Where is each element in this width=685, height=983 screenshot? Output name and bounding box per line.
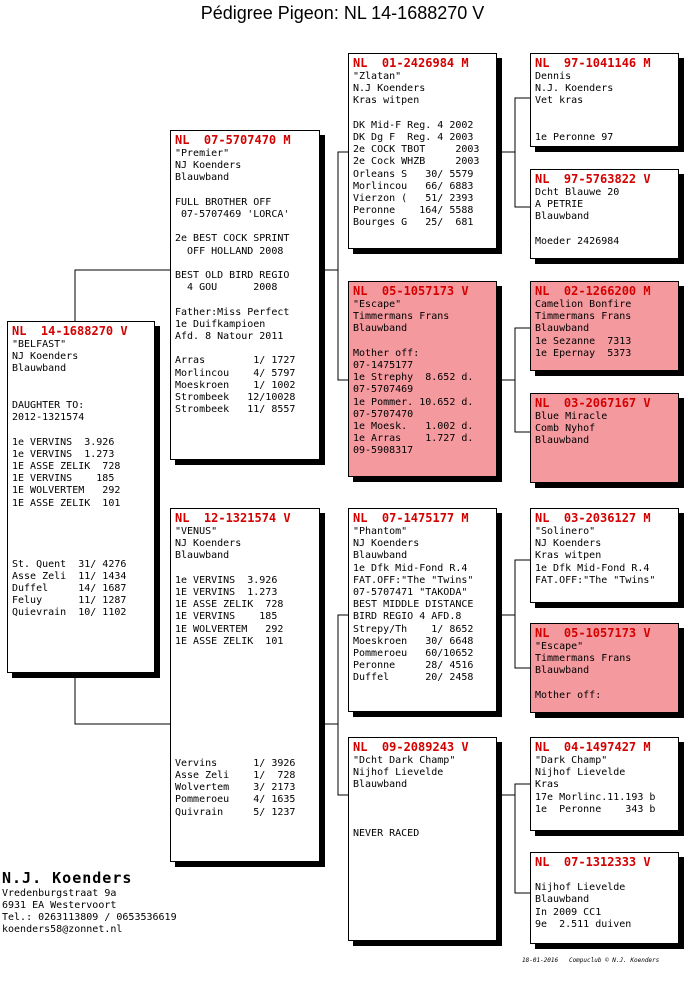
pedigree-line: Quivrain 5/ 1237 [175,806,296,818]
ring-number: NL 07-1312333 V [535,855,651,869]
pedigree-box-great-grandparent-1 [530,53,679,147]
pedigree-line: 1e Dfk Mid-Fond R.4 [353,562,468,574]
pedigree-line: Blauwband [535,323,590,335]
pedigree-line: 1E WOLVERTEM 292 [175,623,284,635]
pedigree-line: 09-5908317 [353,445,414,457]
pedigree-line: Vervins 1/ 3926 [175,757,296,769]
pedigree-line: Comb Nyhof [535,423,596,435]
pedigree-line [353,108,492,120]
pedigree-line: "Escape" [535,641,584,652]
ring-number: NL 03-2036127 M [535,511,651,525]
pedigree-line: Strombeek 11/ 8557 [175,404,296,416]
pedigree-line: "Zlatan" [353,71,402,82]
pedigree-line: Asse Zeli 11/ 1434 [12,570,127,582]
pedigree-line: "Premier" [175,148,230,159]
pedigree-line [175,733,315,745]
pedigree-line: Timmermans Frans [353,311,450,323]
pedigree-line: Camelion Bonfire [535,299,632,310]
pedigree-line [175,721,315,733]
pedigree-box-great-grandparent-2 [530,169,679,259]
pedigree-line: BIRD REGIO 4 AFD.8 [353,611,462,623]
pedigree-line: "Dark Champ" [535,755,608,766]
breeder-email: koenders58@zonnet.nl [2,924,123,935]
pedigree-box-granddam-paternal [348,281,497,477]
pedigree-box-subject [7,321,155,673]
pedigree-line [12,522,150,534]
pedigree-line [12,388,150,400]
pedigree-line: Moeder 2426984 [535,235,620,247]
pedigree-line: 1e VERVINS 1.273 [12,448,115,460]
pedigree-line: Timmermans Frans [535,311,632,323]
pedigree-line: Morlincou 4/ 5797 [175,367,296,379]
pedigree-box-great-grandparent-4 [530,393,679,483]
pedigree-line: BEST MIDDLE DISTANCE [353,599,474,611]
ring-number: NL 97-1041146 M [535,56,651,70]
pedigree-line: DK Dg F Reg. 4 2003 [353,132,474,143]
pedigree-line [175,746,315,758]
pedigree-line: DAUGHTER TO: [12,399,85,411]
pedigree-line [535,108,674,120]
pedigree-line: Blauwband [535,211,590,223]
pedigree-line [175,660,315,672]
pedigree-line [12,534,150,546]
ring-number: NL 14-1688270 V [12,324,128,338]
pedigree-line: Blauwband [12,363,67,375]
pedigree-line: N.J Koenders [353,83,426,95]
pedigree-line: Father:Miss Perfect [175,306,290,318]
pedigree-line: 1e VERVINS 3.926 [12,436,115,448]
pedigree-line: Nijhof Lievelde [535,882,626,894]
pedigree-line: 1e Dfk Mid-Fond R.4 [535,562,650,574]
pedigree-line [175,185,315,197]
pedigree-line: 1e Duifkampioen [175,318,266,330]
pedigree-box-great-grandparent-7 [530,737,679,831]
pedigree-line: 1e Epernay 5373 [535,347,632,359]
pedigree-line: 1E ASSE ZELIK 101 [12,497,121,509]
breeder-street: Vredenburgstraat 9a [2,888,117,899]
pedigree-line: A PETRIE [535,199,584,211]
pedigree-line: NEVER RACED [353,828,420,840]
pedigree-line: "Escape" [353,299,402,310]
pedigree-line: NJ Koenders [535,538,602,550]
pedigree-line: 1E ASSE ZELIK 101 [175,635,284,647]
pedigree-line: "Dcht Dark Champ" [353,755,456,766]
pedigree-line: Bourges G 25/ 681 [353,217,474,229]
pedigree-box-great-grandparent-5 [530,508,679,603]
pedigree-line: 07-5707471 "TAKODA" [353,587,468,599]
ring-number: NL 12-1321574 V [175,511,291,525]
pedigree-box-great-grandparent-3 [530,281,679,371]
pedigree-line: FAT.OFF:"The "Twins" [535,574,656,586]
pedigree-line: Strepy/Th 1/ 8652 [353,623,474,635]
pedigree-line [535,120,674,132]
pedigree-line: Blauwband [353,323,408,335]
pedigree-line [12,546,150,558]
pedigree-box-great-grandparent-6 [530,623,679,713]
pedigree-line: 1E ASSE ZELIK 728 [12,460,121,472]
breeder-phone: Tel.: 0263113809 / 0653536619 [2,912,177,923]
breeder-city: 6931 EA Westervoort [2,900,117,911]
pedigree-line: 17e Morlinc.11.193 b [535,791,656,803]
ring-number: NL 97-5763822 V [535,172,651,186]
pedigree-line [12,376,150,388]
pedigree-line [12,424,150,436]
pedigree-line: St. Quent 31/ 4276 [12,558,127,570]
pedigree-line: Peronne 164/ 5588 [353,205,474,217]
pedigree-line: Kras witpen [353,95,420,107]
pedigree-line: 07-1475177 [353,360,414,371]
pedigree-line: 1e Arras 1.727 d. [353,433,474,445]
pedigree-line: Dennis [535,71,572,82]
breeder-info [2,868,177,936]
pedigree-line: Blauwband [353,779,408,791]
pedigree-line [175,709,315,721]
ring-number: NL 04-1497427 M [535,740,651,754]
pedigree-line [12,510,150,522]
pedigree-line: 2012-1321574 [12,412,85,424]
pedigree-line: 1e VERVINS 3.926 [175,574,278,586]
ring-number: NL 07-5707470 M [175,133,291,147]
pedigree-line: Pommeroeu 4/ 1635 [175,794,296,806]
pedigree-line: Blauwband [535,665,590,677]
pedigree-line: 1E VERVINS 1.273 [175,587,278,598]
pedigree-line [175,258,315,270]
pedigree-line [535,678,674,690]
pedigree-line: Peronne 28/ 4516 [353,660,474,672]
pedigree-line [175,294,315,306]
ring-number: NL 05-1057173 V [353,284,469,298]
pedigree-line: 4 GOU 2008 [175,282,278,294]
pedigree-line: BEST OLD BIRD REGIO [175,269,290,281]
pedigree-line: "VENUS" [175,526,218,537]
pedigree-box-dam [170,508,320,862]
pedigree-line: N.J. Koenders [535,83,614,95]
pedigree-box-grandsire-maternal [348,508,497,712]
pedigree-line: 2e COCK TBOT 2003 [353,144,480,156]
pedigree-line: 07-5707469 [353,384,414,396]
pedigree-line: Blauwband [535,894,590,906]
pedigree-line: "Phantom" [353,526,408,537]
pedigree-line: Kras [535,779,560,791]
pedigree-line: NJ Koenders [175,160,242,172]
pedigree-line: Pommeroeu 60/10652 [353,648,474,660]
pedigree-line: Asse Zeli 1/ 728 [175,769,296,781]
pedigree-line: Duffel 20/ 2458 [353,672,474,684]
pedigree-line [175,221,315,233]
pedigree-line: 1e Strephy 8.652 d. [353,372,474,384]
pedigree-line: Strombeek 12/10028 [175,391,296,403]
pedigree-line: Nijhof Lievelde [535,767,626,779]
pedigree-line: 07-5707469 'LORCA' [175,209,290,220]
pedigree-line: 2e Cock WHZB 2003 [353,156,480,168]
pedigree-line [535,870,674,882]
pedigree-line: 1e Peronne 343 b [535,803,656,815]
pedigree-line [353,816,492,828]
pedigree-line: 1e Moesk. 1.002 d. [353,421,474,433]
pedigree-line: NJ Koenders [353,538,420,550]
pedigree-line: OFF HOLLAND 2008 [175,245,284,257]
footer-credit: 18-01-2016 Compuclub © N.J. Koenders [522,957,660,964]
pedigree-line: 1E VERVINS 185 [175,611,278,623]
pedigree-line: 1E ASSE ZELIK 728 [175,599,284,611]
pedigree-line: Blue Miracle [535,411,608,422]
pedigree-line: 1e Sezanne 7313 [535,335,632,347]
pedigree-line: 1E VERVINS 185 [12,473,115,485]
pedigree-line: Quievrain 10/ 1102 [12,607,127,619]
pedigree-line: Arras 1/ 1727 [175,355,296,367]
pedigree-line: Orleans S 30/ 5579 [353,168,474,180]
pedigree-line: 1E WOLVERTEM 292 [12,485,121,497]
pedigree-line: Wolvertem 3/ 2173 [175,782,296,794]
pedigree-line: 07-5707470 [353,408,414,420]
pedigree-line [353,792,492,804]
pedigree-line: Dcht Blauwe 20 [535,187,620,198]
pedigree-line: Afd. 8 Natour 2011 [175,330,284,342]
pedigree-line: 1e Pommer. 10.652 d. [353,396,474,408]
pedigree-line [175,648,315,660]
pedigree-line: Moeskroen 30/ 6648 [353,635,474,647]
ring-number: NL 07-1475177 M [353,511,469,525]
ring-number: NL 03-2067167 V [535,396,651,410]
pedigree-line: Nijhof Lievelde [353,767,444,779]
pedigree-line: Vierzon ( 51/ 2393 [353,193,474,205]
pedigree-line: FAT.OFF:"The "Twins" [353,574,474,586]
pedigree-line: In 2009 CC1 [535,906,602,918]
pedigree-line [353,804,492,816]
pedigree-line: FULL BROTHER OFF [175,196,272,208]
ring-number: NL 05-1057173 V [535,626,651,640]
pedigree-box-great-grandparent-8 [530,852,679,944]
pedigree-line: Morlincou 66/ 6883 [353,180,474,192]
ring-number: NL 01-2426984 M [353,56,469,70]
breeder-name: N.J. Koenders [2,869,133,887]
pedigree-line: Vet kras [535,95,584,107]
pedigree-line [353,336,492,348]
pedigree-box-sire [170,130,320,460]
pedigree-line: NJ Koenders [12,351,79,363]
pedigree-line: 9e 2.511 duiven [535,918,632,930]
pedigree-line: Mother off: [535,689,602,701]
pedigree-line [175,343,315,355]
pedigree-line: Blauwband [353,550,408,562]
page-title: Pédigree Pigeon: NL 14-1688270 V [200,3,485,23]
pedigree-line: Kras witpen [535,550,602,562]
pedigree-line [535,224,674,236]
pedigree-line: Duffel 14/ 1687 [12,582,127,594]
pedigree-line [175,563,315,575]
pedigree-line: Mother off: [353,347,420,359]
pedigree-line [175,672,315,684]
pedigree-line: Timmermans Frans [535,653,632,665]
pedigree-line [175,697,315,709]
pedigree-line: Feluy 11/ 1287 [12,595,127,607]
pedigree-box-grandsire-paternal [348,53,497,249]
ring-number: NL 09-2089243 V [353,740,469,754]
pedigree-line: Blauwband [535,435,590,447]
pedigree-line: Moeskroen 1/ 1002 [175,379,296,391]
pedigree-box-granddam-maternal [348,737,497,941]
pedigree-line: NJ Koenders [175,538,242,550]
ring-number: NL 02-1266200 M [535,284,651,298]
pedigree-line: "BELFAST" [12,339,67,350]
pedigree-line: DK Mid-F Reg. 4 2002 [353,119,474,131]
pedigree-line: "Solinero" [535,526,596,537]
pedigree-line: Blauwband [175,550,230,562]
pedigree-line: 1e Peronne 97 [535,131,614,143]
pedigree-line [175,685,315,697]
pedigree-line: Blauwband [175,172,230,184]
pedigree-line: 2e BEST COCK SPRINT [175,233,290,245]
